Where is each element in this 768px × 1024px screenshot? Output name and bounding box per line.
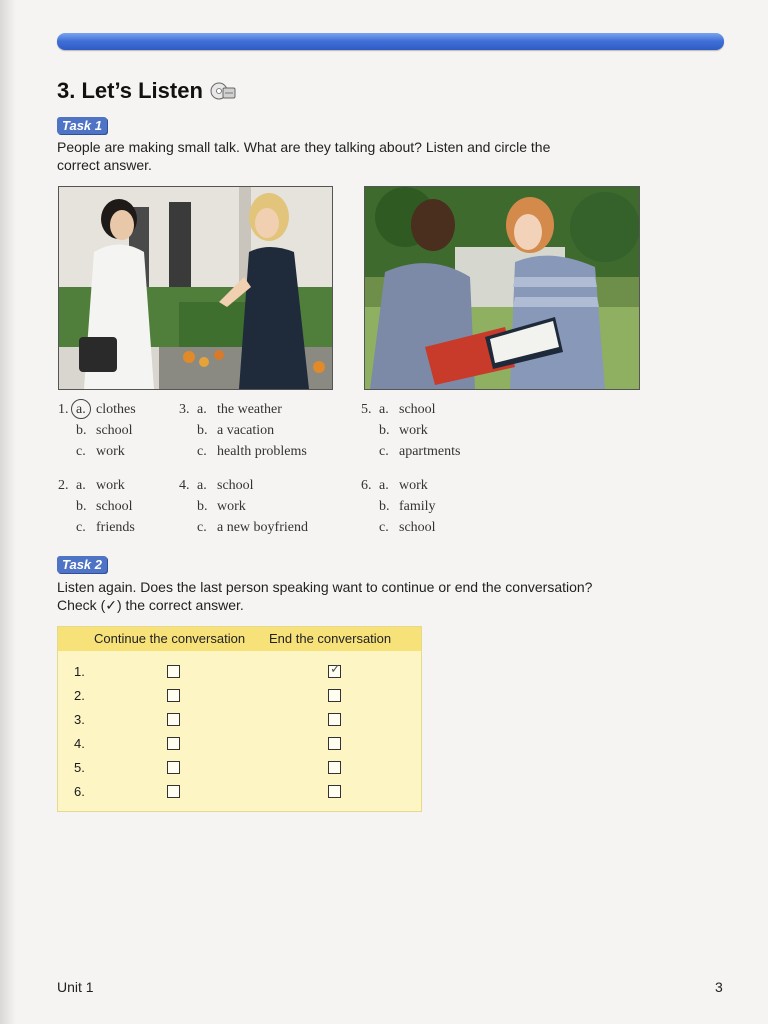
end-checkbox[interactable]	[328, 737, 341, 750]
option-letter: a.	[197, 478, 207, 493]
section-title-text: 3. Let’s Listen	[57, 78, 203, 103]
column-header-continue: Continue the conversation	[94, 631, 246, 646]
option-text: family	[399, 499, 436, 514]
task1-instructions-line2: correct answer.	[57, 157, 152, 173]
photo-two-women	[58, 186, 333, 390]
option-letter: a.	[379, 402, 389, 417]
unit-label: Unit 1	[57, 979, 94, 995]
table-row	[58, 733, 421, 755]
option-text: clothes	[96, 402, 136, 417]
continue-checkbox[interactable]	[167, 785, 180, 798]
option-text: the weather	[217, 402, 282, 417]
table-row	[58, 757, 421, 779]
option-letter: c.	[379, 444, 389, 459]
option-text: work	[217, 499, 246, 514]
option-letter: c.	[76, 520, 86, 535]
option-letter: c.	[197, 520, 207, 535]
question-number: 6.	[361, 478, 372, 493]
row-number: 4.	[74, 736, 85, 751]
continue-checkbox[interactable]	[167, 761, 180, 774]
question-number: 2.	[58, 478, 69, 493]
continue-checkbox[interactable]	[167, 689, 180, 702]
table-row	[58, 685, 421, 707]
option-letter: b.	[197, 499, 208, 514]
row-number: 3.	[74, 712, 85, 727]
question-number: 4.	[179, 478, 190, 493]
header-bar	[57, 33, 724, 50]
row-number: 5.	[74, 760, 85, 775]
option-text: a vacation	[217, 423, 275, 438]
question-number: 5.	[361, 402, 372, 417]
option-letter: c.	[76, 444, 86, 459]
table-row	[58, 661, 421, 683]
option-text: school	[217, 478, 254, 493]
option-letter: c.	[197, 444, 207, 459]
continue-checkbox[interactable]	[167, 737, 180, 750]
table-row	[58, 709, 421, 731]
option-text: school	[96, 423, 133, 438]
page-number: 3	[715, 979, 723, 995]
answer-table	[57, 626, 422, 812]
option-text: work	[96, 444, 125, 459]
option-letter: a.	[379, 478, 389, 493]
option-letter: c.	[379, 520, 389, 535]
table-header	[58, 627, 421, 651]
task1-instructions	[57, 138, 657, 174]
row-number: 1.	[74, 664, 85, 679]
task2-instructions	[57, 578, 677, 614]
end-checkbox[interactable]	[328, 689, 341, 702]
option-letter: b.	[76, 423, 87, 438]
option-text: apartments	[399, 444, 461, 459]
option-text: school	[399, 402, 436, 417]
check-icon: ✓	[330, 661, 341, 676]
end-checkbox[interactable]	[328, 713, 341, 726]
option-text: friends	[96, 520, 135, 535]
page-binding-shadow	[0, 0, 16, 1024]
row-number: 6.	[74, 784, 85, 799]
task2-badge: Task 2	[57, 556, 107, 573]
task2-instructions-line1: Listen again. Does the last person speaking want to continue or end the conversation?	[57, 579, 593, 595]
option-text: school	[96, 499, 133, 514]
question-number: 3.	[179, 402, 190, 417]
task2-instructions-line2: Check (✓) the correct answer.	[57, 597, 244, 613]
table-row	[58, 781, 421, 803]
option-letter: a.	[197, 402, 207, 417]
continue-checkbox[interactable]	[167, 713, 180, 726]
end-checkbox[interactable]	[328, 661, 341, 678]
option-text: work	[96, 478, 125, 493]
end-checkbox[interactable]	[328, 761, 341, 774]
option-text: a new boyfriend	[217, 520, 308, 535]
option-letter: a.	[76, 478, 86, 493]
continue-checkbox[interactable]	[167, 665, 180, 678]
option-letter: b.	[76, 499, 87, 514]
section-title	[57, 78, 237, 104]
column-header-end: End the conversation	[269, 631, 392, 646]
option-text: school	[399, 520, 436, 535]
option-letter: b.	[379, 423, 390, 438]
photo-man-woman-book	[364, 186, 640, 390]
option-letter: b.	[379, 499, 390, 514]
option-letter: a.	[76, 402, 86, 417]
cd-icon	[209, 81, 237, 101]
option-text: work	[399, 423, 428, 438]
option-text: health problems	[217, 444, 307, 459]
option-letter: b.	[197, 423, 208, 438]
row-number: 2.	[74, 688, 85, 703]
task1-instructions-line1: People are making small talk. What are they talking about? Listen and circle the	[57, 139, 551, 155]
question-number: 1.	[58, 402, 69, 417]
task1-badge: Task 1	[57, 117, 107, 134]
option-text: work	[399, 478, 428, 493]
end-checkbox[interactable]	[328, 785, 341, 798]
